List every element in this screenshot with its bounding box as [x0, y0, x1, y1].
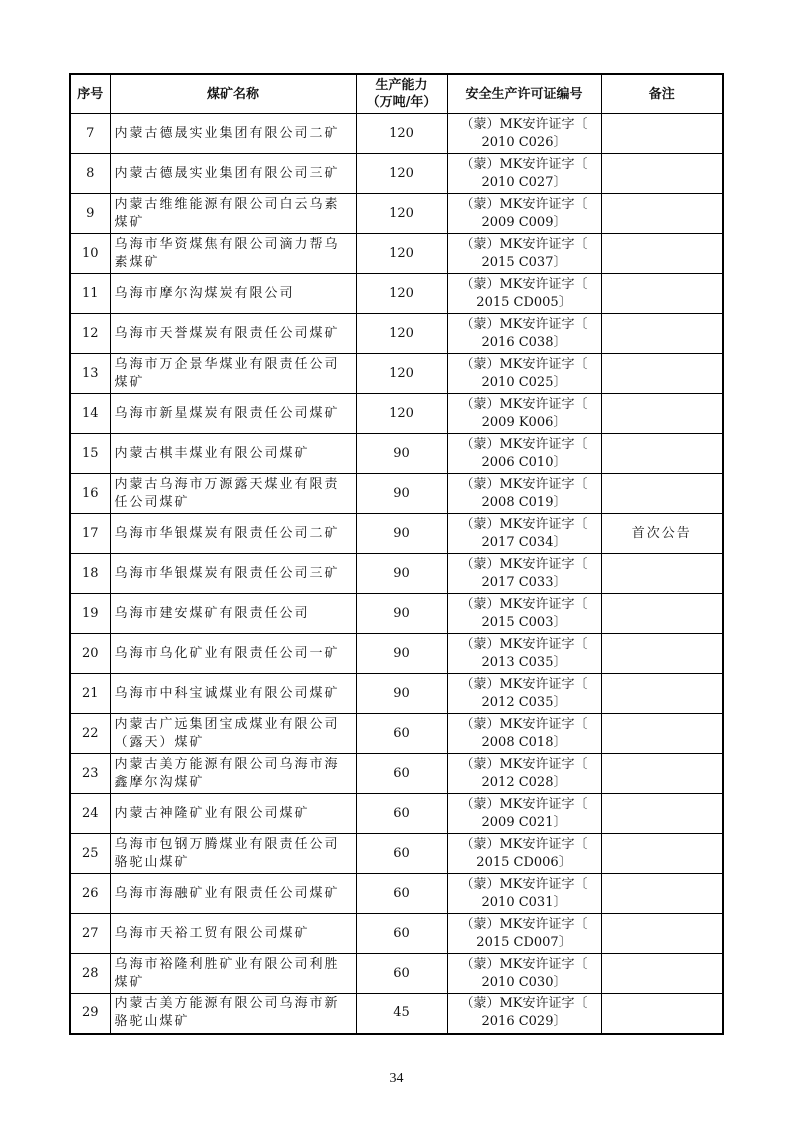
license-line1: （蒙）MK安许证字〔	[460, 436, 588, 452]
mine-name-cell: 内蒙古美方能源有限公司乌海市新骆驼山煤矿	[110, 994, 356, 1034]
remark-cell	[601, 914, 723, 954]
license-cell	[447, 674, 601, 714]
table-row	[70, 434, 723, 474]
capacity-cell: 60	[356, 834, 447, 874]
license-line2: 2015 CD005〕	[476, 294, 572, 310]
remark-cell	[601, 954, 723, 994]
remark-cell	[601, 674, 723, 714]
license-cell	[447, 474, 601, 514]
header-row	[70, 74, 723, 114]
remark-cell	[601, 394, 723, 434]
remark-cell	[601, 594, 723, 634]
capacity-cell: 90	[356, 434, 447, 474]
mine-name-cell: 乌海市华资煤焦有限公司滴力帮乌素煤矿	[110, 234, 356, 274]
license-line1: （蒙）MK安许证字〔	[460, 276, 588, 292]
table-row	[70, 994, 723, 1034]
license-cell	[447, 194, 601, 234]
license-cell	[447, 274, 601, 314]
coal-mine-table	[69, 73, 724, 1035]
table-row	[70, 114, 723, 154]
row-no-cell: 23	[70, 754, 110, 794]
table-row	[70, 554, 723, 594]
mine-name-cell: 乌海市新星煤炭有限责任公司煤矿	[110, 394, 356, 434]
header-name: 煤矿名称	[110, 74, 356, 114]
table-row	[70, 154, 723, 194]
license-cell	[447, 554, 601, 594]
license-line1: （蒙）MK安许证字〔	[460, 476, 588, 492]
table-row	[70, 954, 723, 994]
remark-cell	[601, 474, 723, 514]
remark-cell	[601, 194, 723, 234]
row-no-cell: 24	[70, 794, 110, 834]
mine-name-cell: 乌海市天裕工贸有限公司煤矿	[110, 914, 356, 954]
license-line1: （蒙）MK安许证字〔	[460, 396, 588, 412]
license-cell	[447, 234, 601, 274]
license-line2: 2006 C010〕	[481, 454, 567, 470]
table-row	[70, 474, 723, 514]
license-cell	[447, 394, 601, 434]
mine-name-cell: 内蒙古乌海市万源露天煤业有限责任公司煤矿	[110, 474, 356, 514]
row-no-cell: 18	[70, 554, 110, 594]
license-line1: （蒙）MK安许证字〔	[460, 596, 588, 612]
table-row	[70, 354, 723, 394]
capacity-cell: 90	[356, 474, 447, 514]
header-no: 序号	[70, 74, 110, 114]
table-row	[70, 914, 723, 954]
capacity-cell: 60	[356, 754, 447, 794]
mine-name-cell: 内蒙古棋丰煤业有限公司煤矿	[110, 434, 356, 474]
license-line1: （蒙）MK安许证字〔	[460, 716, 588, 732]
capacity-cell: 120	[356, 154, 447, 194]
license-line1: （蒙）MK安许证字〔	[460, 636, 588, 652]
license-cell	[447, 874, 601, 914]
license-cell	[447, 594, 601, 634]
row-no-cell: 27	[70, 914, 110, 954]
remark-cell	[601, 234, 723, 274]
license-line2: 2010 C030〕	[481, 974, 567, 990]
license-line2: 2009 C009〕	[481, 214, 567, 230]
mine-name-cell: 内蒙古维维能源有限公司白云乌素煤矿	[110, 194, 356, 234]
header-license: 安全生产许可证编号	[447, 74, 601, 114]
row-no-cell: 22	[70, 714, 110, 754]
license-cell	[447, 834, 601, 874]
table-header	[70, 74, 723, 114]
row-no-cell: 20	[70, 634, 110, 674]
row-no-cell: 9	[70, 194, 110, 234]
header-capacity-line1: 生产能力	[375, 78, 428, 93]
row-no-cell: 10	[70, 234, 110, 274]
remark-cell	[601, 314, 723, 354]
remark-cell	[601, 794, 723, 834]
remark-cell	[601, 434, 723, 474]
row-no-cell: 16	[70, 474, 110, 514]
license-line1: （蒙）MK安许证字〔	[460, 156, 588, 172]
license-line1: （蒙）MK安许证字〔	[460, 236, 588, 252]
mine-name-cell: 乌海市摩尔沟煤炭有限公司	[110, 274, 356, 314]
license-line2: 2010 C027〕	[481, 174, 567, 190]
license-line2: 2012 C028〕	[481, 774, 567, 790]
table-row	[70, 394, 723, 434]
remark-cell	[601, 274, 723, 314]
capacity-cell: 60	[356, 714, 447, 754]
table-row	[70, 274, 723, 314]
capacity-cell: 90	[356, 554, 447, 594]
capacity-cell: 60	[356, 914, 447, 954]
page-number: 34	[389, 1071, 404, 1086]
mine-name-cell: 乌海市天誉煤炭有限责任公司煤矿	[110, 314, 356, 354]
license-line2: 2016 C038〕	[481, 334, 567, 350]
capacity-cell: 120	[356, 314, 447, 354]
capacity-cell: 60	[356, 954, 447, 994]
license-cell	[447, 754, 601, 794]
capacity-cell: 90	[356, 594, 447, 634]
table-row	[70, 234, 723, 274]
remark-cell	[601, 554, 723, 594]
capacity-cell: 90	[356, 514, 447, 554]
license-line2: 2015 CD006〕	[476, 854, 572, 870]
row-no-cell: 12	[70, 314, 110, 354]
capacity-cell: 120	[356, 394, 447, 434]
license-line2: 2012 C035〕	[481, 694, 567, 710]
mine-name-cell: 乌海市华银煤炭有限责任公司二矿	[110, 514, 356, 554]
license-line1: （蒙）MK安许证字〔	[460, 116, 588, 132]
table-row	[70, 514, 723, 554]
row-no-cell: 25	[70, 834, 110, 874]
mine-name-cell: 乌海市裕隆利胜矿业有限公司利胜煤矿	[110, 954, 356, 994]
row-no-cell: 29	[70, 994, 110, 1034]
remark-cell	[601, 994, 723, 1034]
table-row	[70, 714, 723, 754]
capacity-cell: 120	[356, 114, 447, 154]
row-no-cell: 28	[70, 954, 110, 994]
remark-cell	[601, 714, 723, 754]
license-cell	[447, 634, 601, 674]
license-line2: 2017 C033〕	[481, 574, 567, 590]
capacity-cell: 60	[356, 794, 447, 834]
mine-name-cell: 内蒙古德晟实业集团有限公司三矿	[110, 154, 356, 194]
license-cell	[447, 354, 601, 394]
license-cell	[447, 514, 601, 554]
mine-name-cell: 内蒙古美方能源有限公司乌海市海鑫摩尔沟煤矿	[110, 754, 356, 794]
license-line1: （蒙）MK安许证字〔	[460, 876, 588, 892]
row-no-cell: 11	[70, 274, 110, 314]
row-no-cell: 19	[70, 594, 110, 634]
table-row	[70, 194, 723, 234]
capacity-cell: 90	[356, 674, 447, 714]
mine-name-cell: 内蒙古德晟实业集团有限公司二矿	[110, 114, 356, 154]
license-line2: 2009 C021〕	[481, 814, 567, 830]
license-line1: （蒙）MK安许证字〔	[460, 556, 588, 572]
license-line1: （蒙）MK安许证字〔	[460, 516, 588, 532]
table-row	[70, 874, 723, 914]
remark-cell	[601, 114, 723, 154]
mine-name-cell: 乌海市华银煤炭有限责任公司三矿	[110, 554, 356, 594]
license-cell	[447, 914, 601, 954]
license-cell	[447, 994, 601, 1034]
license-line1: （蒙）MK安许证字〔	[460, 356, 588, 372]
license-line1: （蒙）MK安许证字〔	[460, 956, 588, 972]
mine-name-cell: 乌海市包钢万腾煤业有限责任公司骆驼山煤矿	[110, 834, 356, 874]
row-no-cell: 15	[70, 434, 110, 474]
license-cell	[447, 434, 601, 474]
license-line1: （蒙）MK安许证字〔	[460, 916, 588, 932]
capacity-cell: 45	[356, 994, 447, 1034]
row-no-cell: 8	[70, 154, 110, 194]
license-line2: 2010 C025〕	[481, 374, 567, 390]
license-cell	[447, 154, 601, 194]
license-line2: 2015 C037〕	[481, 254, 567, 270]
license-line1: （蒙）MK安许证字〔	[460, 796, 588, 812]
license-line1: （蒙）MK安许证字〔	[460, 836, 588, 852]
license-line2: 2009 K006〕	[481, 414, 567, 430]
row-no-cell: 13	[70, 354, 110, 394]
license-line2: 2016 C029〕	[481, 1014, 567, 1030]
license-line2: 2015 CD007〕	[476, 934, 572, 950]
remark-cell: 首次公告	[601, 514, 723, 554]
remark-cell	[601, 754, 723, 794]
license-line2: 2010 C031〕	[481, 894, 567, 910]
remark-cell	[601, 354, 723, 394]
mine-name-cell: 内蒙古广远集团宝成煤业有限公司（露天）煤矿	[110, 714, 356, 754]
license-cell	[447, 794, 601, 834]
capacity-cell: 120	[356, 194, 447, 234]
row-no-cell: 17	[70, 514, 110, 554]
license-cell	[447, 114, 601, 154]
table-row	[70, 674, 723, 714]
header-capacity	[356, 74, 447, 114]
mine-name-cell: 乌海市中科宝诚煤业有限公司煤矿	[110, 674, 356, 714]
row-no-cell: 7	[70, 114, 110, 154]
remark-cell	[601, 834, 723, 874]
license-line2: 2008 C018〕	[481, 734, 567, 750]
license-line2: 2008 C019〕	[481, 494, 567, 510]
table-row	[70, 634, 723, 674]
table-row	[70, 794, 723, 834]
license-line1: （蒙）MK安许证字〔	[460, 676, 588, 692]
row-no-cell: 14	[70, 394, 110, 434]
license-line1: （蒙）MK安许证字〔	[460, 996, 588, 1012]
mine-name-cell: 乌海市建安煤矿有限责任公司	[110, 594, 356, 634]
license-cell	[447, 714, 601, 754]
table-row	[70, 594, 723, 634]
license-line2: 2015 C003〕	[481, 614, 567, 630]
header-capacity-line2: （万吨/年）	[366, 95, 437, 110]
license-line2: 2010 C026〕	[481, 134, 567, 150]
header-remark: 备注	[601, 74, 723, 114]
capacity-cell: 90	[356, 634, 447, 674]
mine-name-cell: 乌海市乌化矿业有限责任公司一矿	[110, 634, 356, 674]
license-cell	[447, 954, 601, 994]
table-row	[70, 754, 723, 794]
table-row	[70, 834, 723, 874]
row-no-cell: 26	[70, 874, 110, 914]
capacity-cell: 60	[356, 874, 447, 914]
remark-cell	[601, 634, 723, 674]
row-no-cell: 21	[70, 674, 110, 714]
mine-name-cell: 乌海市海融矿业有限责任公司煤矿	[110, 874, 356, 914]
mine-name-cell: 乌海市万企景华煤业有限责任公司煤矿	[110, 354, 356, 394]
remark-cell	[601, 874, 723, 914]
table-body	[70, 114, 723, 1034]
license-line1: （蒙）MK安许证字〔	[460, 316, 588, 332]
license-cell	[447, 314, 601, 354]
remark-cell	[601, 154, 723, 194]
capacity-cell: 120	[356, 274, 447, 314]
license-line2: 2017 C034〕	[481, 534, 567, 550]
license-line1: （蒙）MK安许证字〔	[460, 756, 588, 772]
license-line2: 2013 C035〕	[481, 654, 567, 670]
license-line1: （蒙）MK安许证字〔	[460, 196, 588, 212]
capacity-cell: 120	[356, 354, 447, 394]
mine-name-cell: 内蒙古神隆矿业有限公司煤矿	[110, 794, 356, 834]
capacity-cell: 120	[356, 234, 447, 274]
table-row	[70, 314, 723, 354]
